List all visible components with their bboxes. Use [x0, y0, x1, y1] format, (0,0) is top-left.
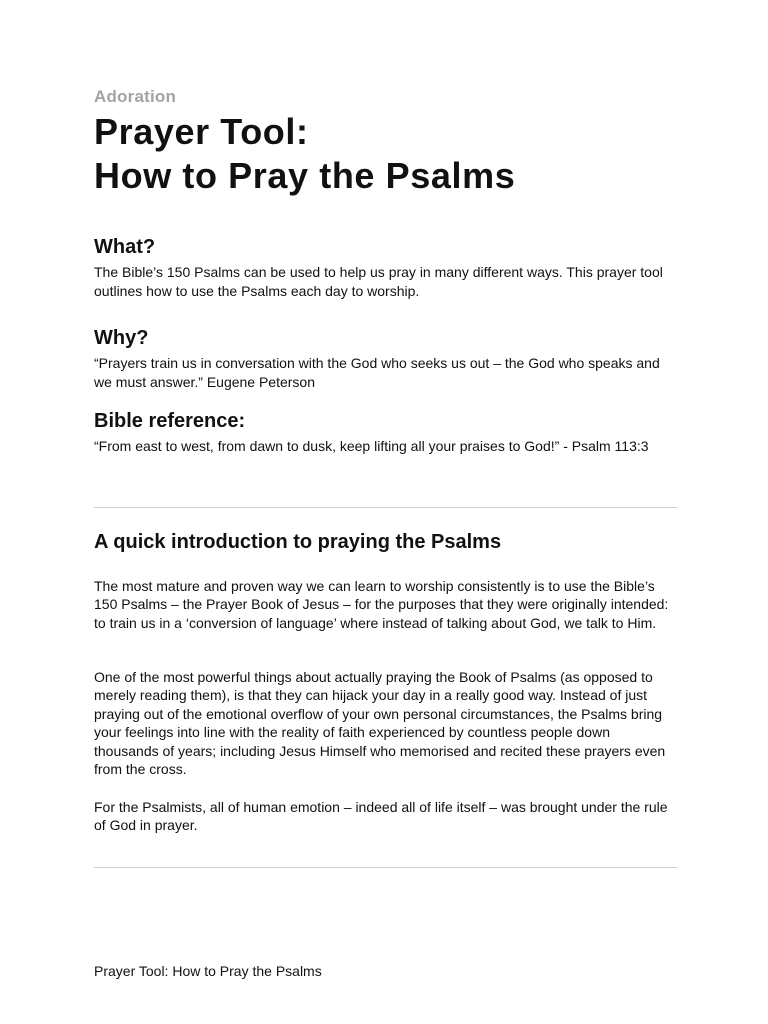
intro-paragraph-1: The most mature and proven way we can learn to worship consistently is to use the Bible’s 150 Psalms – the Prayer Book of Jesus – for the purposes that they were originally intended: to train us in a ‘conversion of language’ where instead of talking about God, we talk to Him. [94, 578, 669, 631]
bible-reference-heading: Bible reference: [94, 410, 246, 432]
divider-bottom [94, 867, 677, 868]
page-title [94, 110, 515, 198]
why-text: “Prayers train us in conversation with the God who seeks us out – the God who speaks and we must answer.” Eugene Peterson [94, 355, 660, 390]
divider-top [94, 507, 677, 508]
intro-heading: A quick introduction to praying the Psalms [94, 531, 502, 553]
page-title-line-2: How to Pray the Psalms [94, 155, 516, 196]
what-heading: What? [94, 236, 156, 258]
why-heading: Why? [94, 327, 149, 349]
intro-paragraph-3: For the Psalmists, all of human emotion – indeed all of life itself – was brought under the rule of God in prayer. [94, 799, 668, 834]
category-label: Adoration [94, 87, 177, 106]
page-title-line-1: Prayer Tool: [94, 111, 309, 152]
what-text: The Bible’s 150 Psalms can be used to help us pray in many different ways. This prayer tool outlines how to use the Psalms each day to worship. [94, 264, 663, 299]
bible-reference-text: “From east to west, from dawn to dusk, keep lifting all your praises to God!” - Psalm 113:3 [94, 438, 649, 454]
intro-paragraph-2: One of the most powerful things about actually praying the Book of Psalms (as opposed to merely reading them), is that they can hijack your day in a really good way. Instead of just praying out of the emotional overflow of your own personal circumstances, the Psalms bring your feelings into line with the reality of faith experienced by countless people down thousands of years; including Jesus Himself who memorised and recited these prayers even from the cross. [94, 669, 666, 778]
page-footer: Prayer Tool: How to Pray the Psalms [94, 963, 322, 979]
document-page [94, 0, 677, 1024]
